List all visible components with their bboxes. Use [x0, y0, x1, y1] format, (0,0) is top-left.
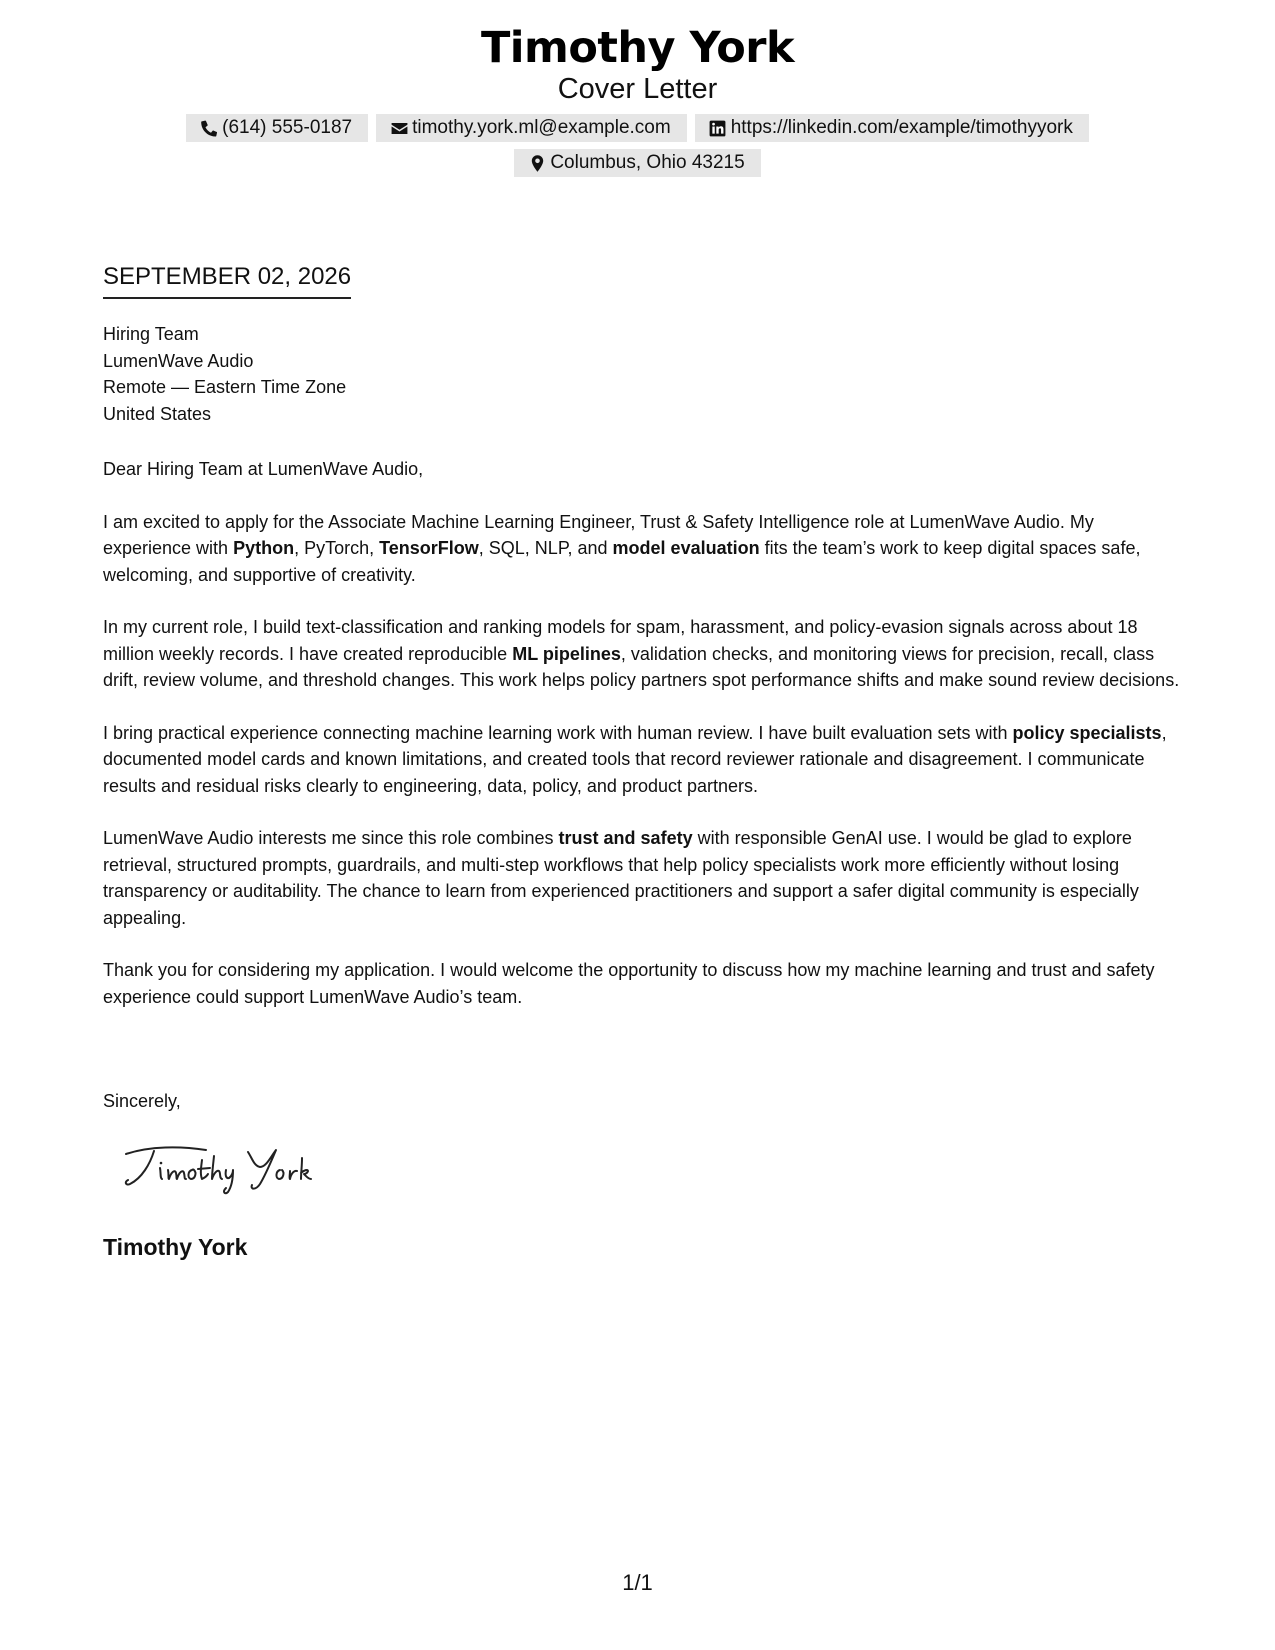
document-subtitle: Cover Letter	[557, 73, 718, 105]
paragraph-text: , validation checks, and monitoring views for precision, recall, class drift, review volume, and threshold changes. This work helps policy partners spot performance shifts and make sound review decisions.	[103, 643, 1180, 690]
envelope-icon	[389, 118, 409, 138]
paragraph-text: , documented model cards and known limitations, and created tools that record reviewer rationale and disagreement. I communicate results and residual risks clearly to engineering, data, policy, and product partners.	[103, 722, 1167, 796]
body-paragraph	[103, 957, 1183, 1010]
contact-location	[514, 149, 760, 177]
closing-phrase: Sincerely,	[103, 1091, 181, 1111]
paragraph-text: In my current role, I build text-classification and ranking models for spam, harassment, and policy-evasion signals across about 18 million weekly records. I have created reproducible	[103, 617, 1138, 664]
paragraph-text: , SQL, NLP, and	[478, 538, 613, 558]
keyword-highlight: TensorFlow	[379, 538, 479, 558]
recipient-address	[103, 321, 346, 427]
applicant-name: Timothy York	[480, 23, 795, 73]
signature-image	[120, 1140, 360, 1198]
paragraph-text: I am excited to apply for the Associate Machine Learning Engineer, Trust & Safety Intelligence role at LumenWave Audio. My experience with	[103, 511, 1094, 558]
recipient-line: LumenWave Audio	[103, 350, 254, 371]
letter-body	[103, 456, 1183, 1036]
keyword-highlight: policy specialists	[1012, 722, 1162, 743]
paragraph-text: fits the team’s work to keep digital spaces safe, welcoming, and supportive of creativity.	[103, 538, 1141, 585]
email-address[interactable]: timothy.york.ml@example.com	[412, 117, 671, 138]
keyword-highlight: trust and safety	[558, 828, 693, 848]
recipient-line: Hiring Team	[103, 324, 199, 344]
recipient-line: Remote — Eastern Time Zone	[103, 377, 347, 397]
contact-email[interactable]	[376, 114, 687, 142]
letter-date: SEPTEMBER 02, 2026	[103, 262, 351, 299]
body-paragraph	[103, 614, 1183, 694]
recipient-line: United States	[103, 403, 212, 424]
contact-linkedin[interactable]	[695, 114, 1089, 142]
keyword-highlight: model evaluation	[612, 538, 760, 558]
map-marker-icon	[527, 153, 547, 173]
contact-phone	[186, 114, 368, 142]
salutation: Dear Hiring Team at LumenWave Audio,	[103, 459, 424, 479]
page-indicator: 1/1	[622, 1570, 653, 1595]
paragraph-text: with responsible GenAI use. I would be glad to explore retrieval, structured prompts, guardrails, and multi-step workflows that help policy specialists work more efficiently without losing transparency or auditability. The chance to learn from experienced practitioners and support a safer digital community is especially appealing.	[103, 828, 1139, 928]
phone-number: (614) 555-0187	[222, 117, 353, 138]
paragraph-text: I bring practical experience connecting machine learning work with human review. I have built evaluation sets with	[103, 722, 1013, 743]
keyword-highlight: ML pipelines	[512, 643, 621, 664]
location-text: Columbus, Ohio 43215	[550, 152, 745, 173]
paragraph-text: , PyTorch,	[294, 538, 380, 558]
signer-name: Timothy York	[103, 1234, 248, 1260]
keyword-highlight: Python	[233, 538, 295, 558]
body-paragraph	[103, 509, 1183, 589]
paragraph-text: Thank you for considering my application. I would welcome the opportunity to discuss how my machine learning and trust and safety experience could support LumenWave Audio’s team.	[103, 960, 1155, 1007]
letter-header	[0, 22, 1275, 177]
linkedin-icon	[708, 118, 728, 138]
phone-icon	[199, 118, 219, 138]
body-paragraph	[103, 825, 1183, 931]
linkedin-url[interactable]: https://linkedin.com/example/timothyyork	[730, 117, 1073, 138]
paragraph-text: LumenWave Audio interests me since this role combines	[103, 828, 559, 848]
body-paragraph	[103, 720, 1183, 800]
contact-info	[178, 114, 1098, 177]
